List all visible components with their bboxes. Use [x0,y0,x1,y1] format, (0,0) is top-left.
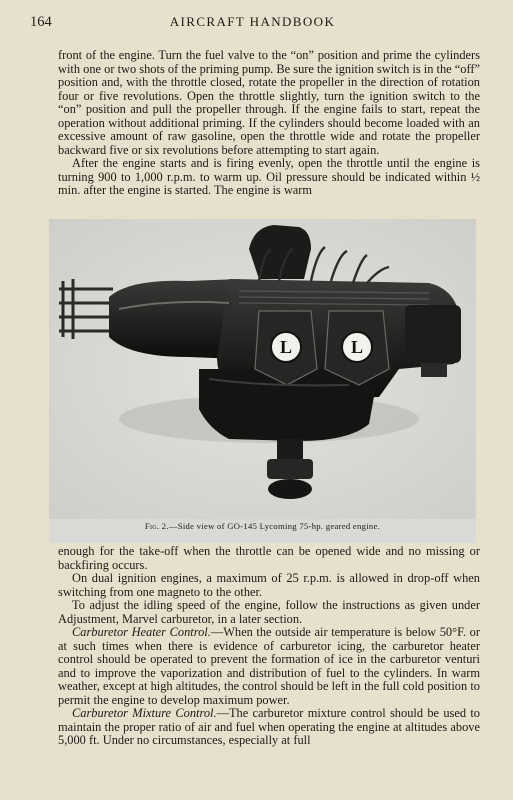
paragraph-dual-ignition: On dual ignition engines, a maximum of 25 r.p.m. is allowed in drop-off when switching from one magneto to the other. [58,571,480,599]
bottom-text-block [58,545,480,748]
engine-illustration [49,219,476,519]
figure-caption-text: —Side view of GO-145 Lycoming 75-hp. geared engine. [168,521,381,531]
figure-label: Fig. 2. [144,521,169,531]
cylinder-head-right [325,311,389,385]
paragraph-mixture-control [58,707,480,748]
carburetor-heater-body: —When the outside air temperature is below 50°F. or at such times when there is evidence of carburetor icing, the carburetor heater control should be operated to prevent the formation of ice in the carburetor venturi and to improve the vaporization and distribution of fuel to the cylinders. In warm weather, except at high altitudes, the control should be left in the full cold position to permit the engine to develop maximum power. [58,625,480,707]
mixture-control-heading: Carburetor Mixture Control. [72,706,217,720]
page-number: 164 [30,14,52,30]
paragraph-takeoff: enough for the take-off when the throttle can be opened wide and no missing or backfiring occurs. [58,544,480,572]
lycoming-logo-right: L [350,337,364,357]
cylinder-head-left [255,311,317,385]
page-header [30,14,475,32]
running-head: AIRCRAFT HANDBOOK [169,14,336,29]
top-text-block [58,49,480,198]
figure-caption [49,519,476,543]
lycoming-logo-left: L [279,337,293,357]
mixture-control-body: —The carburetor mixture control should be used to maintain the proper ratio of air and fuel when operating the engine at altitudes above 5,000 ft. Under no circumstances, especially at full [58,706,480,747]
carburetor-heater-heading: Carburetor Heater Control. [72,625,211,639]
engine-photograph [49,219,476,519]
paragraph-warm-up: After the engine starts and is firing evenly, open the throttle until the engine is turning 900 to 1,000 r.p.m. to warm up. Oil pressure should be indicated within ½ min. after the engine is started. The engine is warm [58,156,480,197]
paragraph-engine-start: front of the engine. Turn the fuel valve to the “on” position and prime the cylinders with one or two shots of the priming pump. Be sure the ignition switch is in the “off” position and, with the throttle closed, rotate the propeller in the direction of rotation four or five revolutions. Open the throttle slightly, turn the ignition switch to the “on” position and pull the propeller through. If the engine fails to start, repeat the operation without additional priming. If the cylinders should become loaded with an excessive amount of raw gasoline, open the throttle wide and rotate the propeller backward five or six revolutions before attempting to start again. [58,48,480,157]
paragraph-carburetor-heater [58,626,480,707]
paragraph-idling-adjust: To adjust the idling speed of the engine, follow the instructions as given under Adjustment, Marvel carburetor, in a later section. [58,598,480,626]
